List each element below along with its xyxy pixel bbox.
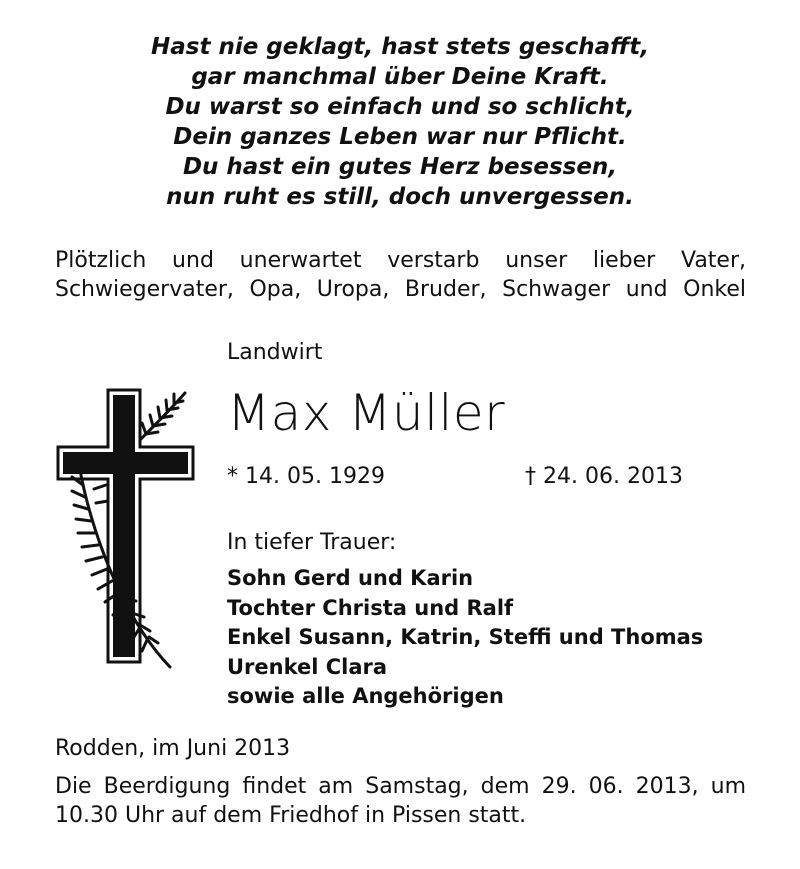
poem-line: Hast nie geklagt, hast stets geschafft, [150, 34, 649, 60]
funeral-notice [55, 772, 746, 830]
poem-line: Du warst so einfach und so schlicht, [165, 94, 635, 120]
mourners-list [227, 564, 703, 712]
funeral-line: 10.30 Uhr auf dem Friedhof in Pissen statt. [55, 803, 527, 828]
announcement-line: Schwiegervater, Opa, Uropa, Bruder, Schwager und Onkel [55, 277, 746, 302]
place-and-date: Rodden, im Juni 2013 [55, 736, 291, 761]
poem-line: Dein ganzes Leben war nur Pflicht. [173, 124, 627, 150]
poem-line: nun ruht es still, doch unvergessen. [166, 184, 634, 210]
birth-date: * 14. 05. 1929 [227, 464, 385, 489]
mourner-entry: Enkel Susann, Katrin, Steffi und Thomas [227, 625, 704, 649]
cross-with-palm-branch-icon [50, 385, 200, 670]
mourning-intro: In tiefer Trauer: [227, 530, 397, 555]
mourner-entry: Urenkel Clara [227, 654, 388, 679]
occupation: Landwirt [227, 340, 323, 365]
poem-line: Du hast ein gutes Herz besessen, [182, 154, 618, 180]
memorial-poem [40, 32, 760, 212]
poem-line: gar manchmal über Deine Kraft. [191, 64, 609, 90]
mourner-entry: Tochter Christa und Ralf [227, 595, 514, 620]
mourner-entry: Sohn Gerd und Karin [227, 566, 474, 590]
announcement-line: Plötzlich und unerwartet verstarb unser lieber Vater, [55, 248, 746, 273]
death-announcement [55, 246, 746, 304]
deceased-name: Max Müller [227, 384, 506, 442]
funeral-line: Die Beerdigung findet am Samstag, dem 29. 06. 2013, um [55, 774, 746, 799]
death-date: † 24. 06. 2013 [525, 464, 683, 489]
mourner-entry: sowie alle Angehörigen [227, 684, 504, 708]
